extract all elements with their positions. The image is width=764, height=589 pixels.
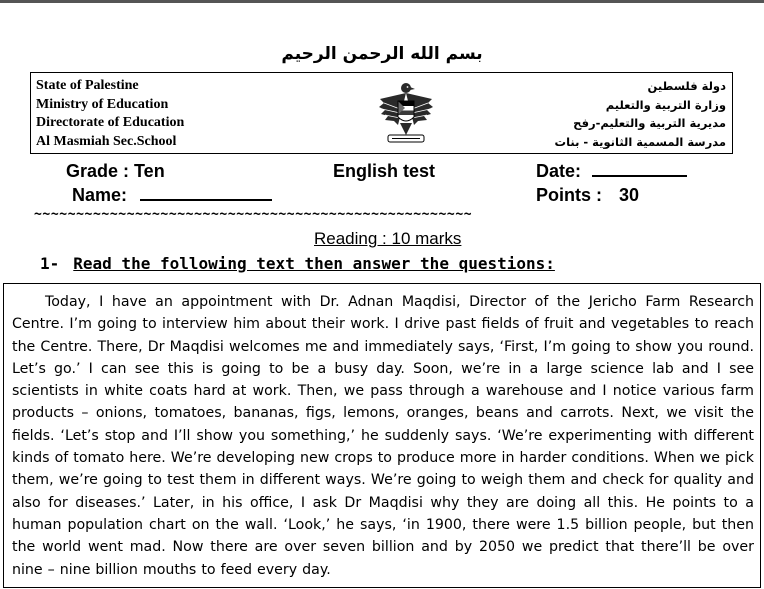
points-value: 30	[619, 185, 640, 205]
header-arabic	[555, 77, 726, 151]
header-line-school-ar: مدرسة المسمية الثانوية - بنات	[554, 134, 726, 149]
question-number: 1-	[40, 254, 60, 273]
name-label: Name:	[72, 185, 128, 205]
passage-box	[3, 283, 761, 588]
basmala-heading: بسم الله الرحمن الرحيم	[281, 44, 483, 64]
test-title: English test	[333, 161, 436, 181]
header-line-ministry-ar: وزارة التربية والتعليم	[605, 97, 726, 112]
header-line-state-ar: دولة فلسطين	[647, 79, 726, 93]
section-title: Reading : 10 marks	[314, 229, 462, 248]
header-line-directorate-ar: مديرية التربية والتعليم-رفح	[573, 116, 726, 130]
points-label: Points :	[536, 185, 602, 205]
header-line-directorate: Directorate of Education	[36, 115, 185, 130]
tilde-divider: ~~~~~~~~~~~~~~~~~~~~~~~~~~~~~~~~~~~~~~~~~~~~~~~~~~~~	[34, 207, 473, 222]
palestine-emblem-icon	[376, 79, 436, 147]
date-blank[interactable]	[592, 161, 687, 177]
points-field	[536, 185, 639, 206]
top-border	[0, 0, 764, 3]
header-english	[36, 77, 184, 151]
school-header	[30, 72, 733, 154]
name-field[interactable]	[72, 185, 272, 206]
date-field[interactable]	[536, 161, 687, 182]
date-label: Date:	[536, 161, 582, 181]
grade-label: Grade : Ten	[66, 161, 165, 181]
header-line-school: Al Masmiah Sec.School	[36, 133, 177, 149]
header-line-ministry: Ministry of Education	[36, 96, 169, 112]
question-heading	[40, 254, 555, 273]
name-blank[interactable]	[140, 185, 272, 201]
header-line-state: State of Palestine	[36, 78, 139, 93]
reading-passage: Today, I have an appointment with Dr. Adnan Maqdisi, Director of the Jericho Farm Research Centre. I’m going to interview him about their work. I drive past fields of fruit and vegetables to reach the Centre. There, Dr Maqdisi welcomes me and immediately says, ‘First, I’m going to show you round. Let’s go.’ I can see this is going to be a busy day. Soon, we’re in a large science lab and I see scientists in white coats hard at work. Then, we pass through a warehouse and I notice various farm products – onions, tomatoes, bananas, figs, lemons, oranges, beans and carrots. Next, we visit the fields. ‘Let’s stop and I’ll show you something,’ he suddenly says. ‘We’re experimenting with different kinds of tomato here. We’re developing new crops to produce more in harder conditions. When we pick them, we’re going to test them in different ways. We’re going to weigh them and check for quality and also for diseases.’ Later, in his office, I ask Dr Maqdisi why they are doing all this. He points to a human population chart on the wall. ‘Look,’ he says, ‘in 1900, there were 1.5 billion people, but then the world went mad. Now there are over seven billion and by 2050 we predict that there’ll be over nine – nine billion mouths to feed every day.	[12, 294, 754, 578]
question-text: Read the following text then answer the questions:	[73, 254, 555, 273]
